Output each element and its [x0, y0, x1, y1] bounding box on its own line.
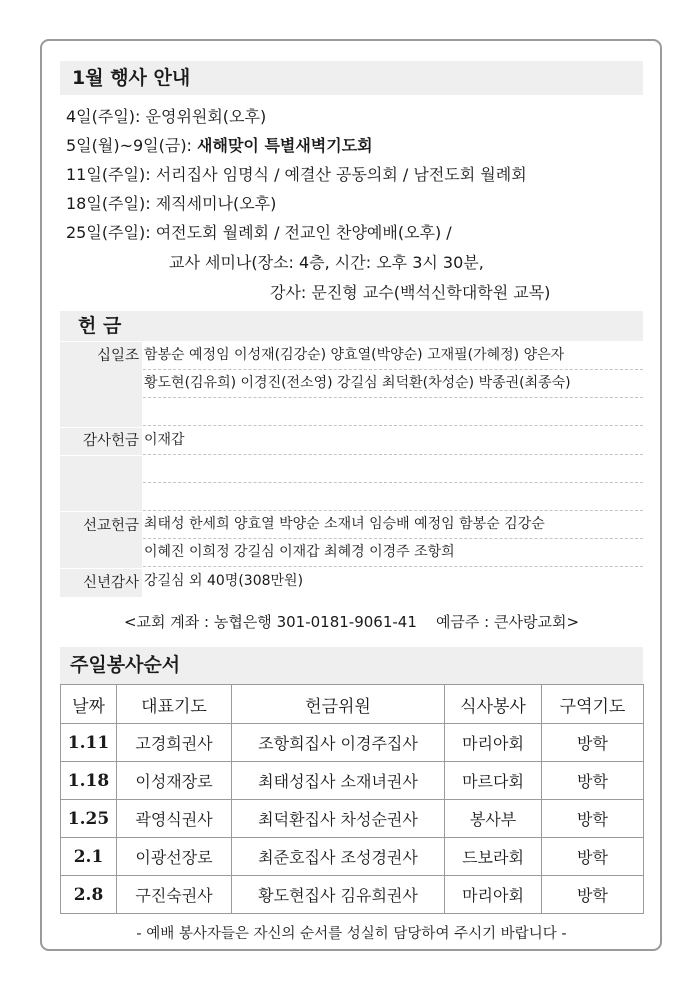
event-line-3 — [66, 162, 527, 185]
event-line-5 — [66, 220, 452, 243]
tithe-row: 함봉순 예정임 이성재(김강순) 양효열(박양순) 고재필(가혜정) 양은자 — [143, 342, 643, 370]
mission-label: 선교헌금 — [60, 512, 142, 568]
church-account: <교회 계좌 : 농협은행 301-0181-9061-41 예금주 : 큰사랑교회> — [123, 613, 580, 631]
service-date: 1.11 — [61, 724, 117, 762]
header-prayer: 대표기도 — [117, 685, 232, 724]
tithe-row — [143, 398, 643, 426]
service-meal: 마르다회 — [445, 762, 542, 800]
table-header-row — [61, 685, 644, 724]
service-date: 1.18 — [61, 762, 117, 800]
header-district: 구역기도 — [542, 685, 644, 724]
service-meal: 드보라회 — [445, 838, 542, 876]
service-meal: 마리아회 — [445, 876, 542, 914]
table-row — [61, 762, 644, 800]
thanks-row — [143, 455, 643, 483]
service-prayer: 구진숙권사 — [117, 876, 232, 914]
service-district: 방학 — [542, 762, 644, 800]
service-district: 방학 — [542, 838, 644, 876]
table-row — [61, 800, 644, 838]
event-line-5-cont1: 교사 세미나(장소: 4층, 시간: 오후 3시 30분, — [169, 253, 484, 272]
service-district: 방학 — [542, 724, 644, 762]
service-meal: 마리아회 — [445, 724, 542, 762]
newyear-row: 강길심 외 40명(308만원) — [144, 573, 304, 589]
event-date: 5일(월)~9일(금): — [66, 136, 192, 155]
event-line-4 — [66, 191, 276, 214]
offering-title: 헌 금 — [60, 311, 643, 341]
mission-row: 최태성 한세희 양효열 박양순 소재녀 임승배 예정임 함봉순 김강순 — [143, 511, 643, 539]
event-text: 새해맞이 특별새벽기도회 — [197, 136, 373, 155]
mission-row: 이혜진 이희정 강길심 이재갑 최혜경 이경주 조항희 — [143, 539, 643, 567]
service-offering: 황도현집사 김유희권사 — [232, 876, 445, 914]
header-date: 날짜 — [61, 685, 117, 724]
event-date: 4일(주일): — [66, 107, 141, 126]
service-offering: 조항희집사 이경주집사 — [232, 724, 445, 762]
thanks-row: 이재갑 — [143, 427, 643, 455]
service-prayer: 이광선장로 — [117, 838, 232, 876]
service-date: 2.8 — [61, 876, 117, 914]
event-date: 11일(주일): — [66, 165, 151, 184]
service-offering: 최덕환집사 차성순권사 — [232, 800, 445, 838]
event-date: 25일(주일): — [66, 223, 151, 242]
event-text: 서리집사 임명식 / 예결산 공동의회 / 남전도회 월례회 — [155, 165, 527, 184]
service-offering: 최태성집사 소재녀권사 — [232, 762, 445, 800]
event-text: 여전도회 월례회 / 전교인 찬양예배(오후) / — [155, 223, 452, 242]
event-line-1 — [66, 104, 266, 127]
footer-note: - 예배 봉사자들은 자신의 순서를 성실히 담당하여 주시기 바랍니다 - — [136, 926, 567, 942]
service-title: 주일봉사순서 — [60, 647, 643, 684]
service-prayer: 곽영식권사 — [117, 800, 232, 838]
header-meal: 식사봉사 — [445, 685, 542, 724]
service-prayer: 이성재장로 — [117, 762, 232, 800]
service-meal: 봉사부 — [445, 800, 542, 838]
event-text: 운영위원회(오후) — [145, 107, 267, 126]
event-date: 18일(주일): — [66, 194, 151, 213]
tithe-row: 황도현(김유희) 이경진(전소영) 강길심 최덕환(차성순) 박종권(최종숙) — [143, 370, 643, 398]
header-offering: 헌금위원 — [232, 685, 445, 724]
event-text: 제직세미나(오후) — [155, 194, 277, 213]
thanks-label: 감사헌금 — [60, 428, 142, 455]
newyear-label: 신년감사 — [60, 569, 142, 597]
events-title: 1월 행사 안내 — [60, 61, 643, 95]
event-line-2 — [66, 133, 373, 156]
thanks-row — [143, 483, 643, 511]
service-district: 방학 — [542, 800, 644, 838]
table-row — [61, 724, 644, 762]
service-date: 2.1 — [61, 838, 117, 876]
table-row — [61, 838, 644, 876]
service-prayer: 고경희권사 — [117, 724, 232, 762]
event-line-5-cont2: 강사: 문진형 교수(백석신학대학원 교목) — [270, 283, 551, 302]
service-table — [60, 684, 644, 914]
service-offering: 최준호집사 조성경권사 — [232, 838, 445, 876]
service-date: 1.25 — [61, 800, 117, 838]
thanks-label-spacer — [60, 456, 142, 511]
service-district: 방학 — [542, 876, 644, 914]
table-row — [61, 876, 644, 914]
tithe-label: 십일조 — [60, 342, 142, 427]
